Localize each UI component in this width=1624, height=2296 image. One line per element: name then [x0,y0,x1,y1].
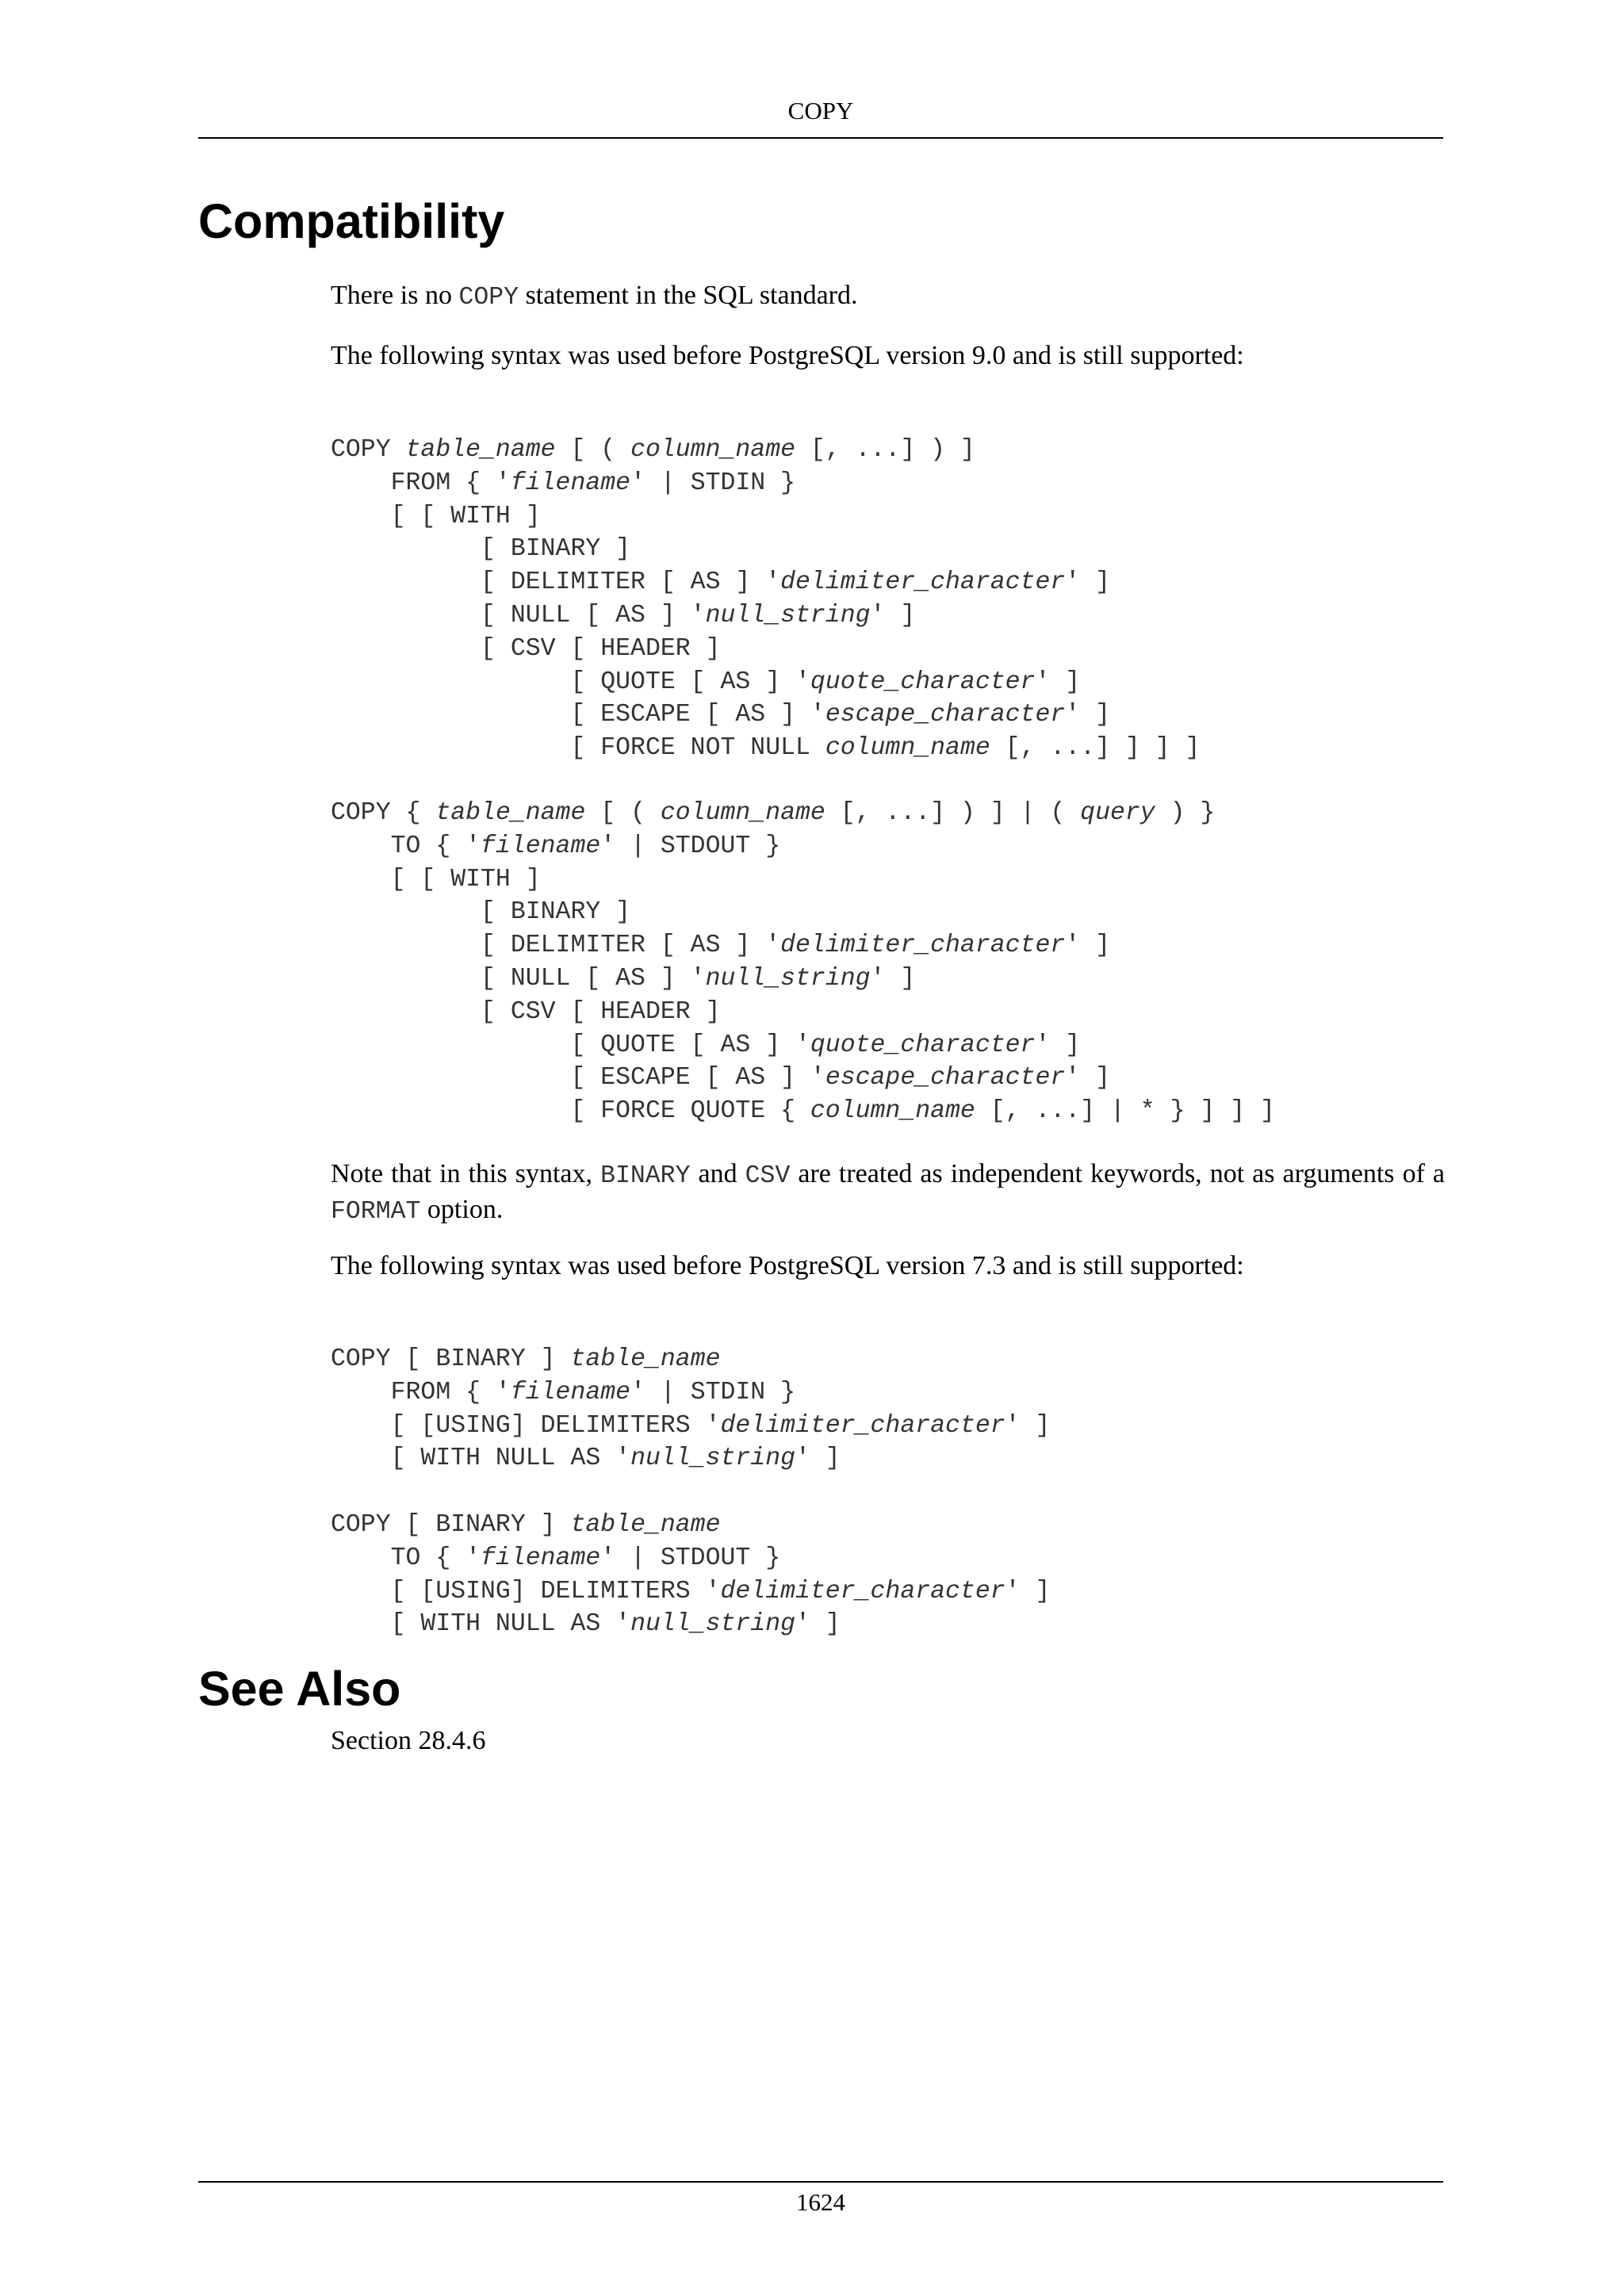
code-keyword: [ FORCE QUOTE { [331,1097,810,1126]
code-argument: quote_character [810,1031,1036,1059]
code-keyword: [ NULL [ AS ] ' [331,964,706,993]
code-line [331,832,780,860]
code-argument: column_name [660,799,825,827]
code-keyword: [ ( [585,799,661,827]
code-line [331,866,541,894]
code-line [331,1345,720,1373]
code-line [331,898,630,926]
code-line [331,1511,720,1539]
code-line [331,1610,841,1638]
footer-rule [198,2181,1443,2183]
code-line [331,503,541,530]
code-keyword: [ [USING] DELIMITERS ' [331,1411,721,1440]
code-line [331,436,975,464]
code-keyword: [ DELIMITER [ AS ] ' [331,568,781,597]
inline-code-binary: BINARY [600,1162,691,1190]
paragraph-text: are treated as independent keywords, not as arguments of a [790,1159,1446,1188]
code-line [331,799,1215,827]
code-argument: escape_character [825,701,1066,729]
section-title-compatibility: Compatibility [198,194,505,248]
code-keyword: ' | STDOUT } [600,1544,781,1572]
inline-code-format: FORMAT [331,1198,421,1226]
code-keyword: COPY { [331,799,436,827]
inline-code-csv: CSV [745,1162,791,1190]
code-argument: column_name [825,734,990,763]
code-argument: filename [510,1378,631,1406]
code-keyword: [ CSV [ HEADER ] [331,634,721,663]
code-block-copy-from-pre-7-3 [331,1343,1050,1475]
code-line [331,998,720,1026]
compatibility-paragraph-1 [331,279,1445,315]
page-number: 1624 [796,2188,845,2216]
inline-code-copy: COPY [458,284,519,312]
code-keyword: FROM { ' [331,1378,511,1406]
code-keyword: COPY [ BINARY ] [331,1511,571,1539]
code-keyword: [ CSV [ HEADER ] [331,997,721,1026]
running-header-title: COPY [787,97,854,124]
code-line [331,1578,1050,1605]
code-argument: query [1080,799,1155,827]
compatibility-paragraph-2: The following syntax was used before PostgreSQL version 9.0 and is still supported: [331,341,1244,370]
code-line [331,1064,1110,1092]
code-keyword: [ [ WITH ] [331,865,541,894]
code-argument: column_name [810,1097,975,1126]
code-keyword: [ ESCAPE [ AS ] ' [331,1064,825,1093]
code-keyword: TO { ' [331,832,481,860]
code-argument: table_name [405,436,556,464]
code-keyword: [ WITH NULL AS ' [331,1445,631,1473]
code-line [331,535,630,563]
code-line [331,932,1110,959]
code-argument: filename [510,469,631,497]
code-argument: column_name [630,436,795,464]
code-keyword: ' ] [795,1445,841,1473]
code-argument: null_string [705,601,871,629]
code-keyword: [ BINARY ] [331,898,631,927]
code-keyword: TO { ' [331,1544,481,1572]
code-argument: null_string [630,1610,795,1639]
code-keyword: ' ] [1065,932,1110,960]
code-keyword: ' ] [1065,701,1110,729]
code-line [331,734,1200,762]
code-argument: delimiter_character [780,568,1066,597]
code-line [331,1379,795,1406]
code-line [331,701,1110,729]
code-argument: filename [481,1544,601,1572]
code-keyword: ' ] [870,964,916,993]
code-keyword: [ [ WITH ] [331,502,541,530]
paragraph-text: option. [420,1195,504,1224]
code-line [331,668,1080,696]
code-keyword: [, ...] ] ] ] [990,734,1201,763]
code-block-copy-to-pre-7-3 [331,1509,1050,1641]
code-keyword: ' ] [870,601,916,629]
code-line [331,1031,1080,1059]
code-argument: delimiter_character [720,1411,1005,1440]
code-argument: table_name [570,1345,721,1373]
code-keyword: [ NULL [ AS ] ' [331,601,706,629]
code-line [331,1412,1050,1440]
code-keyword: [ BINARY ] [331,535,631,564]
code-argument: delimiter_character [720,1577,1005,1605]
code-argument: table_name [435,799,586,827]
code-keyword: [, ...] ) ] | ( [825,799,1081,827]
code-keyword: [ ESCAPE [ AS ] ' [331,701,825,729]
code-argument: table_name [570,1511,721,1539]
code-keyword: [, ...] | * } ] ] ] [975,1097,1275,1126]
code-keyword: [ FORCE NOT NULL [331,734,825,763]
code-argument: delimiter_character [780,932,1066,960]
code-keyword: ' ] [1035,1031,1081,1059]
code-argument: null_string [630,1445,795,1473]
code-keyword: FROM { ' [331,469,511,497]
paragraph-text: There is no [331,281,459,310]
code-keyword: ' | STDIN } [630,1378,796,1406]
code-keyword: ) } [1155,799,1216,827]
code-line [331,1445,841,1472]
code-keyword: ' ] [795,1610,841,1639]
paragraph-text: statement in the SQL standard. [519,281,858,310]
code-keyword: [ DELIMITER [ AS ] ' [331,932,781,960]
code-keyword: [ ( [555,436,631,464]
code-keyword: ' | STDIN } [630,469,796,497]
see-also-link[interactable]: Section 28.4.6 [331,1726,486,1755]
code-keyword: ' ] [1065,568,1110,597]
code-keyword: [, ...] ) ] [795,436,975,464]
paragraph-text: Note that in this syntax, [331,1159,601,1188]
code-line [331,602,915,629]
header-rule [198,137,1443,139]
code-keyword: ' | STDOUT } [600,832,781,860]
code-keyword: [ QUOTE [ AS ] ' [331,1031,810,1059]
code-line [331,469,795,497]
code-line [331,1097,1275,1125]
code-keyword: ' ] [1005,1411,1051,1440]
code-line [331,965,915,993]
code-keyword: ' ] [1065,1064,1110,1093]
section-title-see-also: See Also [198,1662,401,1716]
code-line [331,635,720,663]
paragraph-text: and [690,1159,745,1188]
code-keyword: ' ] [1035,668,1081,696]
code-keyword: COPY [ BINARY ] [331,1345,571,1373]
code-line [331,1544,780,1572]
code-line [331,568,1110,596]
compatibility-paragraph-4: The following syntax was used before PostgreSQL version 7.3 and is still supported: [331,1251,1244,1280]
compatibility-paragraph-3 [331,1158,1445,1229]
code-keyword: [ QUOTE [ AS ] ' [331,668,810,696]
code-argument: quote_character [810,668,1036,696]
code-block-copy-to-pre-9-0 [331,797,1275,1128]
code-argument: escape_character [825,1064,1066,1093]
code-keyword: [ [USING] DELIMITERS ' [331,1577,721,1605]
code-keyword: ' ] [1005,1577,1051,1605]
code-keyword: COPY [331,436,406,464]
code-keyword: [ WITH NULL AS ' [331,1610,631,1639]
code-block-copy-from-pre-9-0 [331,434,1200,765]
code-argument: null_string [705,964,871,993]
code-argument: filename [481,832,601,860]
